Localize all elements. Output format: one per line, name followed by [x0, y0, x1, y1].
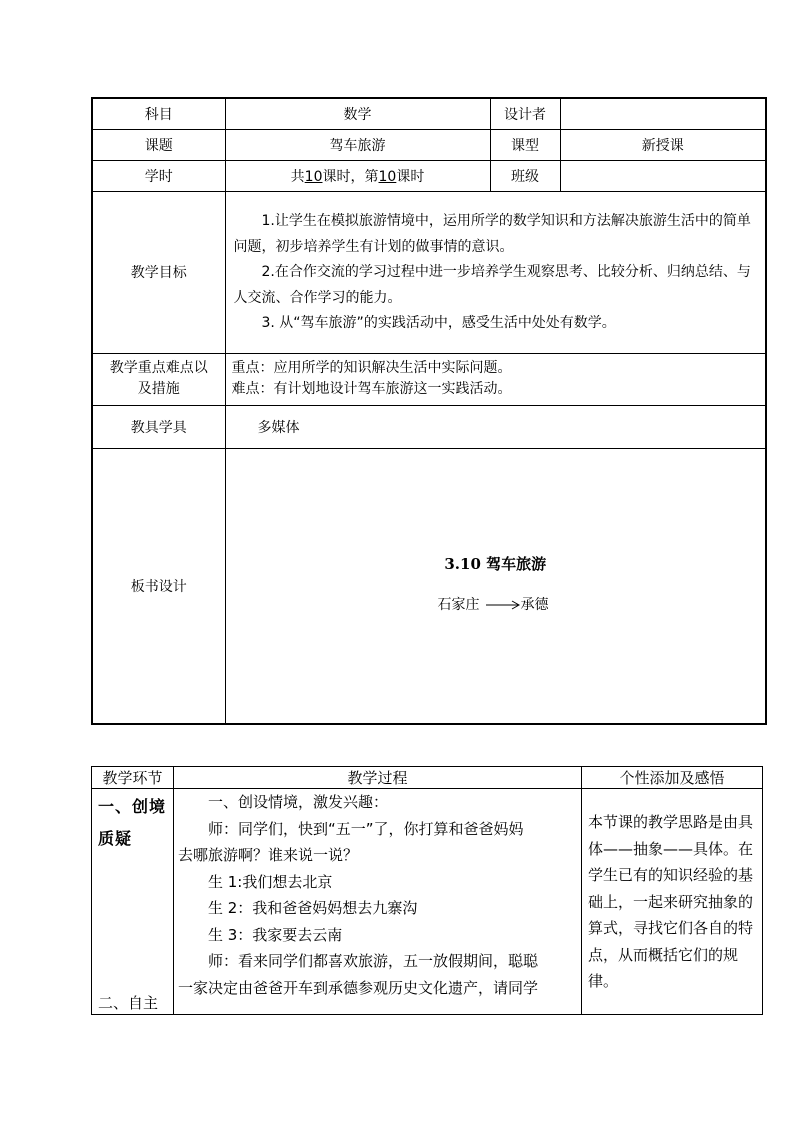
- designer-label: 设计者: [490, 98, 560, 129]
- subject-label: 科目: [92, 98, 225, 129]
- teaching-process-table: [91, 766, 763, 1015]
- board-route: [438, 594, 549, 614]
- key-points-label: 教学重点难点以及措施: [92, 353, 225, 405]
- header-process: 教学过程: [174, 767, 582, 789]
- process-line: 师：同学们，快到“五一”了，你打算和爸爸妈妈: [208, 819, 524, 838]
- tools-value: 多媒体: [225, 405, 766, 448]
- stage-title: 一、创境质疑: [98, 797, 167, 848]
- stage-title-next: 二、自主: [98, 994, 159, 1012]
- board-to: 承德: [520, 596, 549, 613]
- hours-suffix: 课时: [396, 168, 425, 185]
- header-notes: 个性添加及感悟: [582, 767, 763, 789]
- process-line: 一家决定由爸爸开车到承德参观历史文化遗产，请同学: [178, 978, 539, 997]
- notes-cell: 本节课的教学思路是由具体——抽象——具体。在学生已有的知识经验的基础上，一起来研究抽象的算式，寻找它们各自的特点，从而概括它们的规律。: [582, 789, 763, 1015]
- lesson-type-label: 课型: [490, 129, 560, 160]
- process-line: 生 3：我家要去云南: [208, 925, 343, 944]
- process-line: 去哪旅游啊？谁来说一说？: [178, 846, 359, 864]
- goal-item: 1.让学生在模拟旅游情境中，运用所学的数学知识和方法解决旅游生活中的简单问题，初步培养学生有计划的做事情的意识。: [233, 213, 751, 255]
- hours-label: 学时: [92, 160, 225, 191]
- key-points-cell: [225, 353, 766, 405]
- lesson-type-value: 新授课: [560, 129, 766, 160]
- goal-item: 2.在合作交流的学习过程中进一步培养学生观察思考、比较分析、归纳总结、与人交流、合作学习的能力。: [233, 264, 751, 306]
- header-stage: 教学环节: [92, 767, 174, 789]
- difficulty-point: 难点：有计划地设计驾车旅游这一实践活动。: [231, 381, 512, 397]
- hours-value: [225, 160, 490, 191]
- hours-current: 10: [378, 168, 397, 185]
- stage-cell: [92, 789, 174, 1015]
- goal-item: 3. 从“驾车旅游”的实践活动中，感受生活中处处有数学。: [261, 315, 616, 332]
- board-title: 3.10 驾车旅游: [444, 554, 547, 573]
- lesson-info-table: [91, 97, 767, 725]
- class-label: 班级: [490, 160, 560, 191]
- process-line: 一、创设情境，激发兴趣：: [208, 793, 389, 811]
- process-line: 生 1:我们想去北京: [208, 872, 333, 891]
- goals-label: 教学目标: [92, 191, 225, 353]
- hours-total: 10: [304, 168, 323, 185]
- designer-value: [560, 98, 766, 129]
- hours-prefix: 共: [290, 168, 305, 185]
- goals-cell: [225, 191, 766, 353]
- process-cell: [174, 789, 582, 1015]
- board-from: 石家庄: [437, 596, 480, 613]
- class-value: [560, 160, 766, 191]
- topic-value: 驾车旅游: [225, 129, 490, 160]
- arrow-right-icon: [486, 600, 520, 610]
- key-point: 重点：应用所学的知识解决生活中实际问题。: [231, 360, 512, 376]
- board-design-cell: [225, 448, 766, 724]
- board-label: 板书设计: [92, 448, 225, 724]
- subject-value: 数学: [225, 98, 490, 129]
- topic-label: 课题: [92, 129, 225, 160]
- tools-label: 教具学具: [92, 405, 225, 448]
- process-line: 师：看来同学们都喜欢旅游，五一放假期间，聪聪: [208, 952, 539, 970]
- hours-mid: 课时，第: [322, 168, 379, 185]
- process-line: 生 2：我和爸爸妈妈想去九寨沟: [208, 899, 418, 917]
